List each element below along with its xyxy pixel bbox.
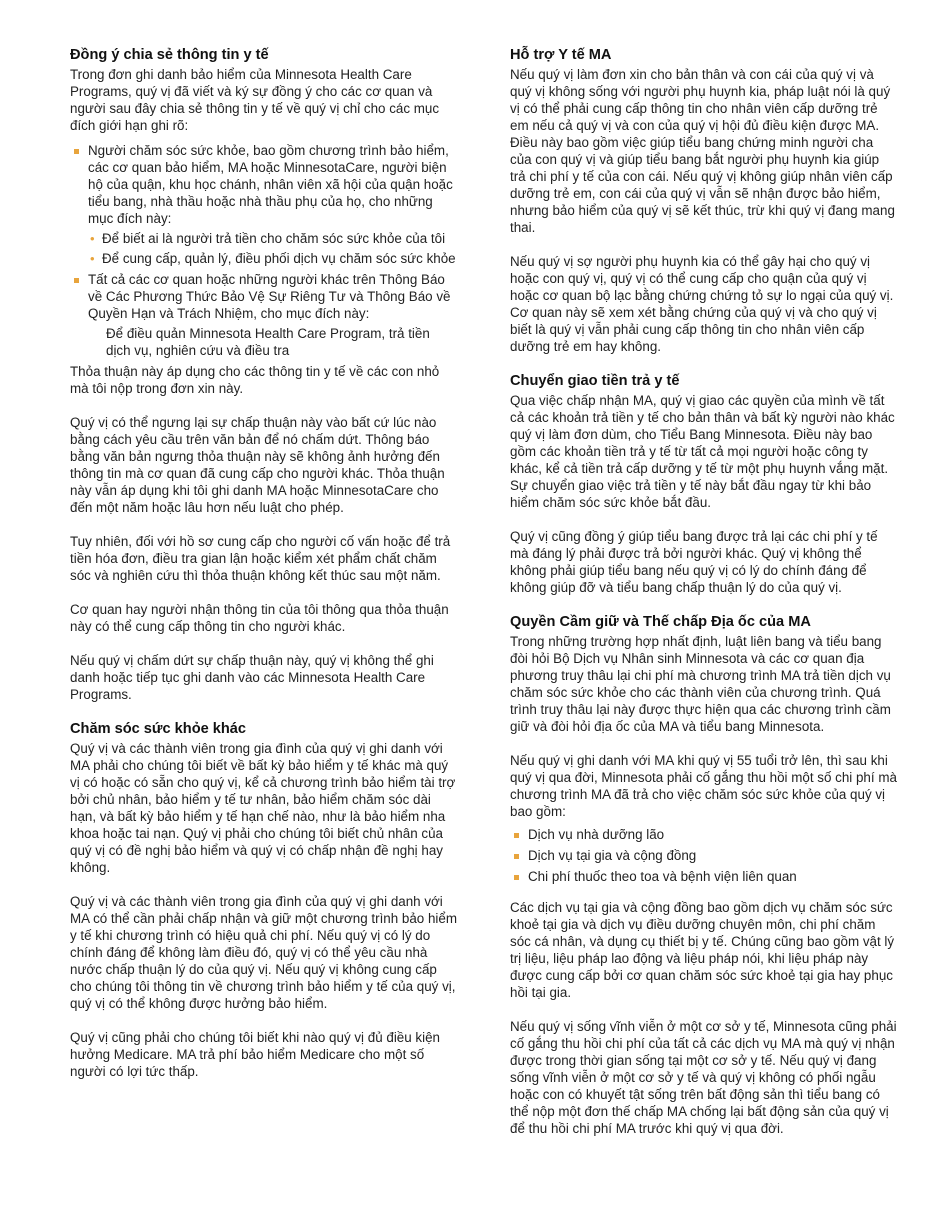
consent-heading: Đồng ý chia sẻ thông tin y tế [70, 47, 269, 63]
other-care-heading: Chăm sóc sức khỏe khác [70, 721, 247, 737]
paragraph: Quý vị và các thành viên trong gia đình của quý vị ghi danh với MA phải cho chúng tôi biết về bất kỳ bảo hiểm y tế khác mà quý vị có hoặc có sẵn cho quý vị, kể cả chương trình bảo hiểm tài trợ bởi chủ nhân, bảo hiểm y tế tư nhân, bảo hiểm chăm sóc dài hạn, và bất kỳ bảo hiểm y tế hạn chế nào, như là bảo hiểm nha khoa hoặc tai nạn. Quý vị phải cho chúng tôi biết chủ nhân của quý vị có đề nghị bảo hiểm và quý vị có chấp nhận đề nghị hay không. [70, 741, 456, 875]
list-item: • Để biết ai là người trả tiền cho chăm sóc sức khỏe của tôi [88, 230, 458, 247]
paragraph: Nếu quý vị sống vĩnh viễn ở một cơ sở y tế, Minnesota cũng phải cố gắng thu hồi chi phí của tất cả các dịch vụ MA mà quý vị nhận được trong thời gian sống tại một cơ sở y tế. Nếu quý vị đang sống vĩnh viễn ở một cơ sở y tế và quý vị không có phối ngẫu hoặc con có khuyết tật sống trên bất động sản thì tiểu bang có thể nộp một đơn thế chấp MA chống lại bất động sản của quý vị để thu hồi chi phí MA trước khi quý vị qua đời. [510, 1019, 897, 1136]
medical-support-section [510, 46, 898, 355]
paragraph: Nếu quý vị ghi danh với MA khi quý vị 55 tuổi trở lên, thì sau khi quý vị qua đời, Minnesota phải cố gắng thu hồi một số chi phí mà chương trình MA đã trả cho việc chăm sóc sức khỏe của quý vị bao gồm: [510, 753, 897, 819]
medical-support-heading: Hỗ trợ Y tế MA [510, 47, 612, 63]
list-item [70, 142, 458, 267]
bullet-text: Người chăm sóc sức khỏe, bao gồm chương trình bảo hiểm, các cơ quan bảo hiểm, MA hoặc MinnesotaCare, người biện hộ của quận, khu học chánh, nhân viên xã hội của quận hoặc tiểu bang, nhà thầu hoặc nhà thầu phụ của họ, cho những mục đích này: [88, 143, 453, 226]
right-column [510, 46, 898, 1154]
sub-bullet-list [88, 230, 458, 267]
assignment-section [510, 372, 898, 596]
paragraph: Quý vị và các thành viên trong gia đình của quý vị ghi danh với MA có thể cần phải chấp nhận và giữ một chương trình bảo hiểm y tế khi chương trình có hiệu quả chi phí. Nếu quý vị có lý do chính đáng để không làm điều đó, quý vị có thể yêu cầu nhà nước chấp thuận lý do của quý vị. Nếu quý vị không cung cấp cho chúng tôi thông tin về chương trình bảo hiểm y tế của quý vị, quý vị có thể không được hưởng bảo hiểm. [70, 894, 457, 1011]
paragraph: Nếu quý vị chấm dứt sự chấp thuận này, quý vị không thể ghi danh hoặc tiếp tục ghi danh vào các Minnesota Health Care Programs. [70, 653, 434, 702]
list-item: Chi phí thuốc theo toa và bệnh viện liên quan [510, 868, 898, 885]
paragraph: Cơ quan hay người nhận thông tin của tôi thông qua thỏa thuận này có thể cung cấp thông tin cho người khác. [70, 602, 449, 634]
indented-text: Để điều quản Minnesota Health Care Program, trả tiền dịch vụ, nghiên cứu và điều tra [106, 326, 430, 358]
bullet-text: Tất cả các cơ quan hoặc những người khác trên Thông Báo về Các Phương Thức Bảo Vệ Sự Riêng Tư và Thông Báo về Quyền Hạn và Trách Nhiệm, cho mục đích này: [88, 272, 451, 321]
other-care-section [70, 720, 458, 1080]
paragraph: Nếu quý vị sợ người phụ huynh kia có thể gây hại cho quý vị hoặc con quý vị, quý vị có thể cung cấp cho quận của quý vị hoặc cơ quan bộ lạc bằng chứng chứng tỏ sự lo ngại của quý vị. Cơ quan này sẽ xem xét bằng chứng của quý vị và cho quý vị biết là quý vị vẫn phải cung cấp thông tin cho nhân viên cấp dưỡng trẻ em hay không. [510, 254, 894, 354]
list-item: • Để cung cấp, quản lý, điều phối dịch vụ chăm sóc sức khỏe [88, 250, 458, 267]
liens-bullet-list [510, 826, 898, 885]
paragraph: Quý vị có thể ngưng lại sự chấp thuận này vào bất cứ lúc nào bằng cách yêu cầu trên văn bản để nó chấm dứt. Thông báo bằng văn bản ngưng thỏa thuận này sẽ không ảnh hưởng đến thông tin mà cơ quan đã cung cấp cho người khác. Thỏa thuận này vẫn áp dụng khi tôi ghi danh MA hoặc MinnesotaCare cho đến một năm hoặc lâu hơn nếu luật cho phép. [70, 415, 445, 515]
paragraph: Các dịch vụ tại gia và cộng đồng bao gồm dịch vụ chăm sóc sức khoẻ tại gia và dịch vụ điều dưỡng chuyên môn, chi phí chăm sóc cá nhân, và dụng cụ thiết bị y tế. Chúng cũng bao gồm vật lý trị liệu, liệu pháp lao động và liệu pháp nói, khi liệu pháp này được cung cấp bởi cơ quan chăm sóc sức khoẻ tại gia hay phục hồi tại gia. [510, 900, 895, 1000]
assignment-heading: Chuyển giao tiền trả y tế [510, 373, 680, 389]
paragraph: Trong những trường hợp nhất định, luật liên bang và tiểu bang đòi hỏi Bộ Dịch vụ Nhân sinh Minnesota và các cơ quan địa phương truy thâu lại chi phí mà chương trình MA trả tiền dịch vụ chăm sóc sức khỏe cho các thành viên của chương trình. Quá trình truy thâu lại này được thực hiện qua các chương trình cầm giữ và đòi hỏi địa ốc của MA và tiểu bang Minnesota. [510, 634, 891, 734]
left-column [70, 46, 458, 1097]
consent-intro: Trong đơn ghi danh bảo hiểm của Minnesota Health Care Programs, quý vị đã viết và ký sự đồng ý cho các cơ quan và người sau đây chia sẻ thông tin y tế về quý vị chỉ cho các mục đích giới hạn ghi rõ: [70, 67, 440, 133]
paragraph: Tuy nhiên, đối với hồ sơ cung cấp cho người cố vấn hoặc để trả tiền hóa đơn, điều tra gian lận hoặc kiểm xét phẩm chất chăm sóc và nghiên cứu thì thỏa thuận không kết thúc sau một năm. [70, 534, 451, 583]
paragraph: Quý vị cũng phải cho chúng tôi biết khi nào quý vị đủ điều kiện hưởng Medicare. MA trả phí bảo hiểm Medicare cho một số người có lợi tức thấp. [70, 1030, 440, 1079]
liens-heading: Quyền Cầm giữ và Thế chấp Địa ốc của MA [510, 614, 811, 630]
consent-section [70, 46, 458, 703]
list-item [70, 271, 458, 359]
paragraph: Qua việc chấp nhận MA, quý vị giao các quyền của mình về tất cả các khoản trả tiền y tế cho bản thân và bất kỳ người nào khác quý vị làm đơn dùm, cho Tiểu Bang Minnesota. Điều này bao gồm các khoản tiền trả y tế từ tất cả mọi người hoặc công ty khác, kể cả tiền trả cấp dưỡng y tế từ một phụ huynh vắng mặt. Sự chuyển giao việc trả tiền y tế này bắt đầu ngay từ khi bảo hiểm chăm sóc sức khỏe bắt đầu. [510, 393, 895, 510]
consent-bullet-list [70, 142, 458, 359]
liens-section [510, 613, 898, 1137]
paragraph: Quý vị cũng đồng ý giúp tiểu bang được trả lại các chi phí y tế mà đáng lý phải được trả bởi người khác. Quý vị không thể không phải giúp tiểu bang nếu quý vị có lý do chính đáng để không giúp đỡ và tiểu bang chấp thuận lý do của quý vị. [510, 529, 878, 595]
paragraph: Nếu quý vị làm đơn xin cho bản thân và con cái của quý vị và quý vị không sống với người phụ huynh kia, pháp luật nói là quý vị có thể phải cung cấp thông tin cho nhân viên cấp dưỡng trẻ em nếu cả quý vị và con của quý vị hội đủ điều kiện được MA. Điều này bao gồm việc giúp tiểu bang chứng minh người cha của con quý vị và giúp tiểu bang bắt người phụ huynh kia giúp trả chi phí y tế của con cái. Nếu quý vị không giúp nhân viên cấp dưỡng trẻ em, con cái của quý vị vẫn sẽ nhận được bảo hiểm, nhưng bảo hiểm của quý vị sẽ kết thúc, trừ khi quý vị đang mang thai. [510, 67, 895, 235]
paragraph: Thỏa thuận này áp dụng cho các thông tin y tế về các con nhỏ mà tôi nộp trong đơn xin này. [70, 364, 440, 396]
list-item: Dịch vụ nhà dưỡng lão [510, 826, 898, 843]
list-item: Dịch vụ tại gia và cộng đồng [510, 847, 898, 864]
